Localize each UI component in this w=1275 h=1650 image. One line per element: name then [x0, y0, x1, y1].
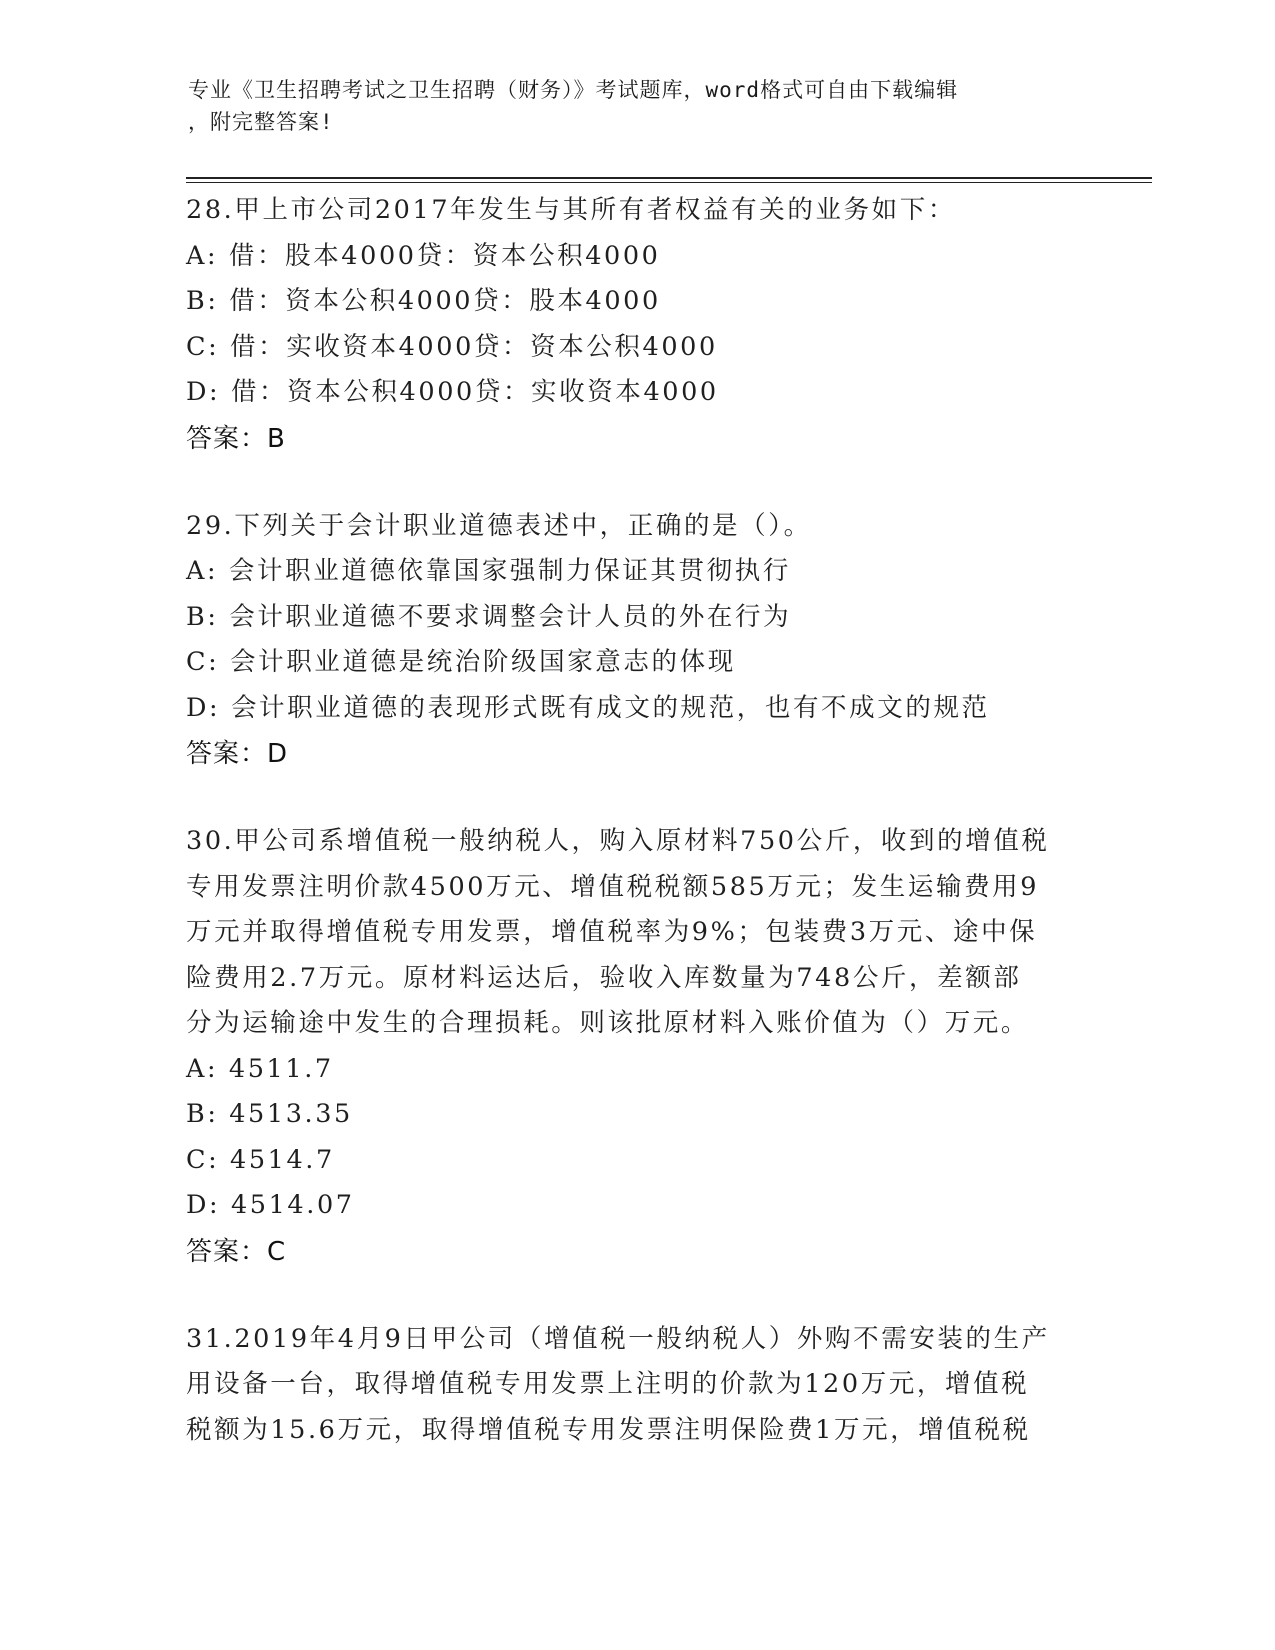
option-d: D: 会计职业道德的表现形式既有成文的规范，也有不成文的规范 [186, 692, 990, 723]
option-b: B: 借：资本公积4000贷：股本4000 [186, 286, 661, 316]
header-line-2: ，附完整答案! [188, 110, 334, 134]
question-30 [186, 819, 1086, 1275]
option-a: A: 借：股本4000贷：资本公积4000 [186, 240, 661, 271]
question-stem-line: 万元并取得增值税专用发票，增值税率为9%；包装费3万元、途中保 [186, 917, 1038, 947]
header-divider-thick [186, 177, 1152, 179]
question-stem-line: 分为运输途中发生的合理损耗。则该批原材料入账价值为（）万元。 [186, 1008, 1030, 1038]
option-c: C: 借：实收资本4000贷：资本公积4000 [186, 331, 718, 362]
option-a: A: 4511.7 [186, 1053, 334, 1084]
question-stem: 28.甲上市公司2017年发生与其所有者权益有关的业务如下： [186, 195, 956, 225]
question-28 [186, 188, 1086, 462]
option-b: B: 4513.35 [186, 1099, 353, 1129]
question-stem-line: 税额为15.6万元，取得增值税专用发票注明保险费1万元，增值税税 [186, 1414, 1031, 1445]
question-stem-line: 31.2019年4月9日甲公司（增值税一般纳税人）外购不需安装的生产 [186, 1323, 1050, 1354]
question-stem-line: 30.甲公司系增值税一般纳税人，购入原材料750公斤，收到的增值税 [186, 826, 1050, 856]
header-divider-thin [186, 182, 1152, 183]
question-stem-line: 用设备一台，取得增值税专用发票上注明的价款为120万元，增值税 [186, 1369, 1030, 1399]
question-stem-line: 险费用2.7万元。原材料运达后，验收入库数量为748公斤，差额部 [186, 962, 1022, 993]
question-stem-line: 专用发票注明价款4500万元、增值税税额585万元；发生运输费用9 [186, 871, 1040, 902]
document-header [188, 74, 1068, 138]
question-list [186, 188, 1086, 1495]
answer: 答案：D [186, 739, 289, 769]
header-line-1: 专业《卫生招聘考试之卫生招聘（财务）》考试题库，word格式可自由下载编辑 [188, 78, 959, 102]
option-c: C: 会计职业道德是统治阶级国家意志的体现 [186, 647, 736, 677]
option-a: A: 会计职业道德依靠国家强制力保证其贯彻执行 [186, 556, 791, 586]
question-29 [186, 504, 1086, 778]
option-d: D: 4514.07 [186, 1190, 355, 1220]
option-b: B: 会计职业道德不要求调整会计人员的外在行为 [186, 601, 792, 632]
question-stem: 29.下列关于会计职业道德表述中，正确的是（）。 [186, 510, 812, 541]
question-31 [186, 1317, 1086, 1454]
answer: 答案：C [186, 1236, 287, 1267]
answer: 答案：B [186, 423, 286, 454]
option-d: D: 借：资本公积4000贷：实收资本4000 [186, 377, 719, 407]
option-c: C: 4514.7 [186, 1144, 335, 1175]
